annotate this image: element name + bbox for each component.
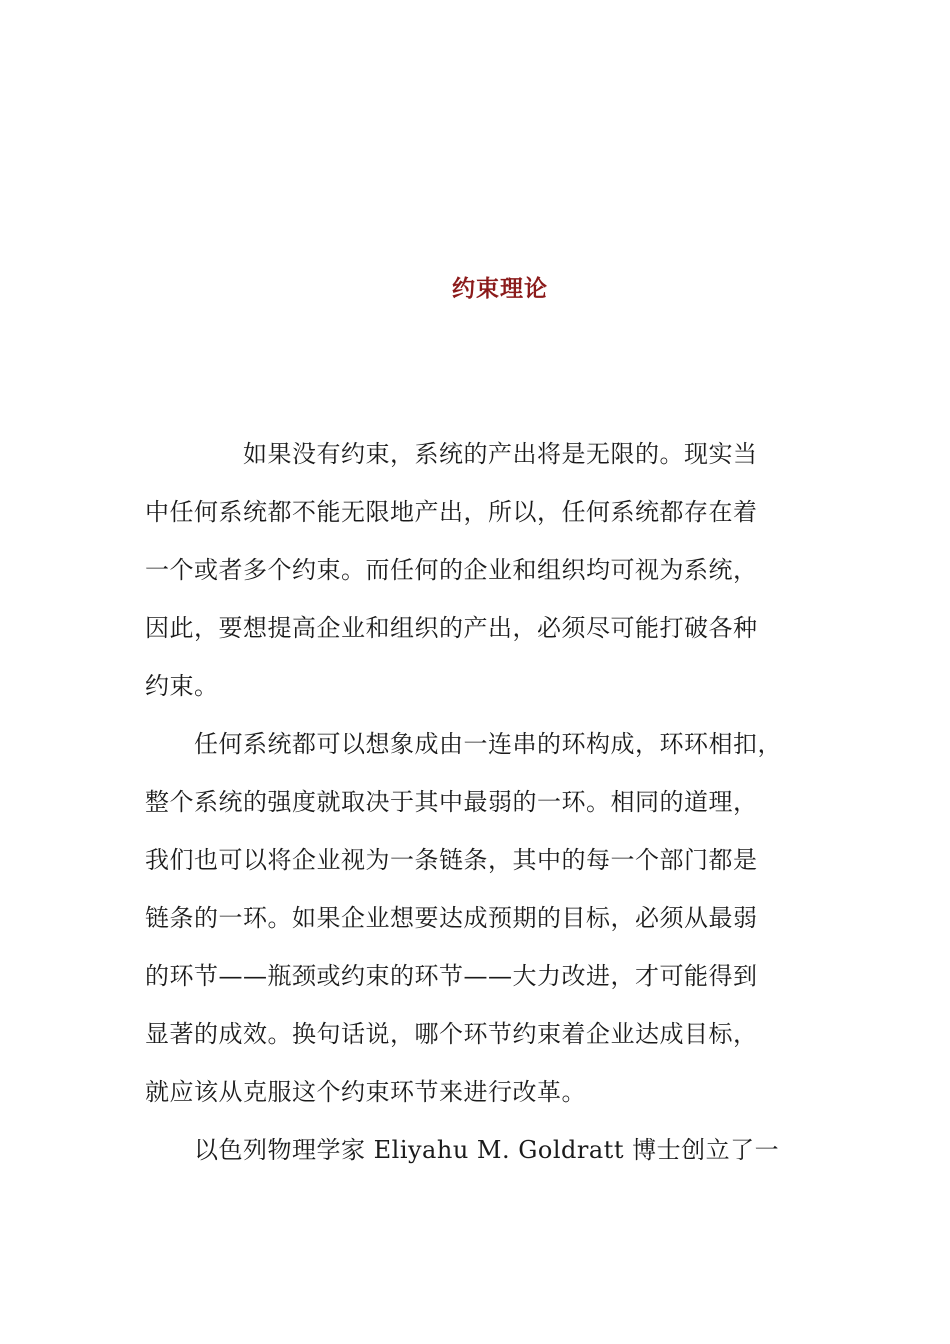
text-line: 我们也可以将企业视为一条链条，其中的每一个部门都是 <box>145 846 758 874</box>
text-line: 的环节——瓶颈或约束的环节——大力改进，才可能得到 <box>145 962 758 990</box>
text-line: 中任何系统都不能无限地产出，所以，任何系统都存在着 <box>145 498 758 526</box>
text-line: 一个或者多个约束。而任何的企业和组织均可视为系统， <box>145 556 758 584</box>
text-line: 任何系统都可以想象成由一连串的环构成，环环相扣， <box>145 730 782 758</box>
text-line: 显著的成效。换句话说，哪个环节约束着企业达成目标， <box>145 1020 758 1048</box>
text-line: 约束。 <box>145 672 219 700</box>
text-line: 以色列物理学家 Eliyahu M. Goldratt 博士创立了一 <box>145 1136 780 1164</box>
text-line: 链条的一环。如果企业想要达成预期的目标，必须从最弱 <box>145 904 758 932</box>
text-line: 因此，要想提高企业和组织的产出，必须尽可能打破各种 <box>145 614 758 642</box>
document-body <box>145 432 800 1186</box>
document-title: 约束理论 <box>452 275 548 302</box>
text-line: 就应该从克服这个约束环节来进行改革。 <box>145 1078 586 1106</box>
text-line: 如果没有约束，系统的产出将是无限的。现实当 <box>145 440 758 468</box>
text-line: 整个系统的强度就取决于其中最弱的一环。相同的道理， <box>145 788 758 816</box>
